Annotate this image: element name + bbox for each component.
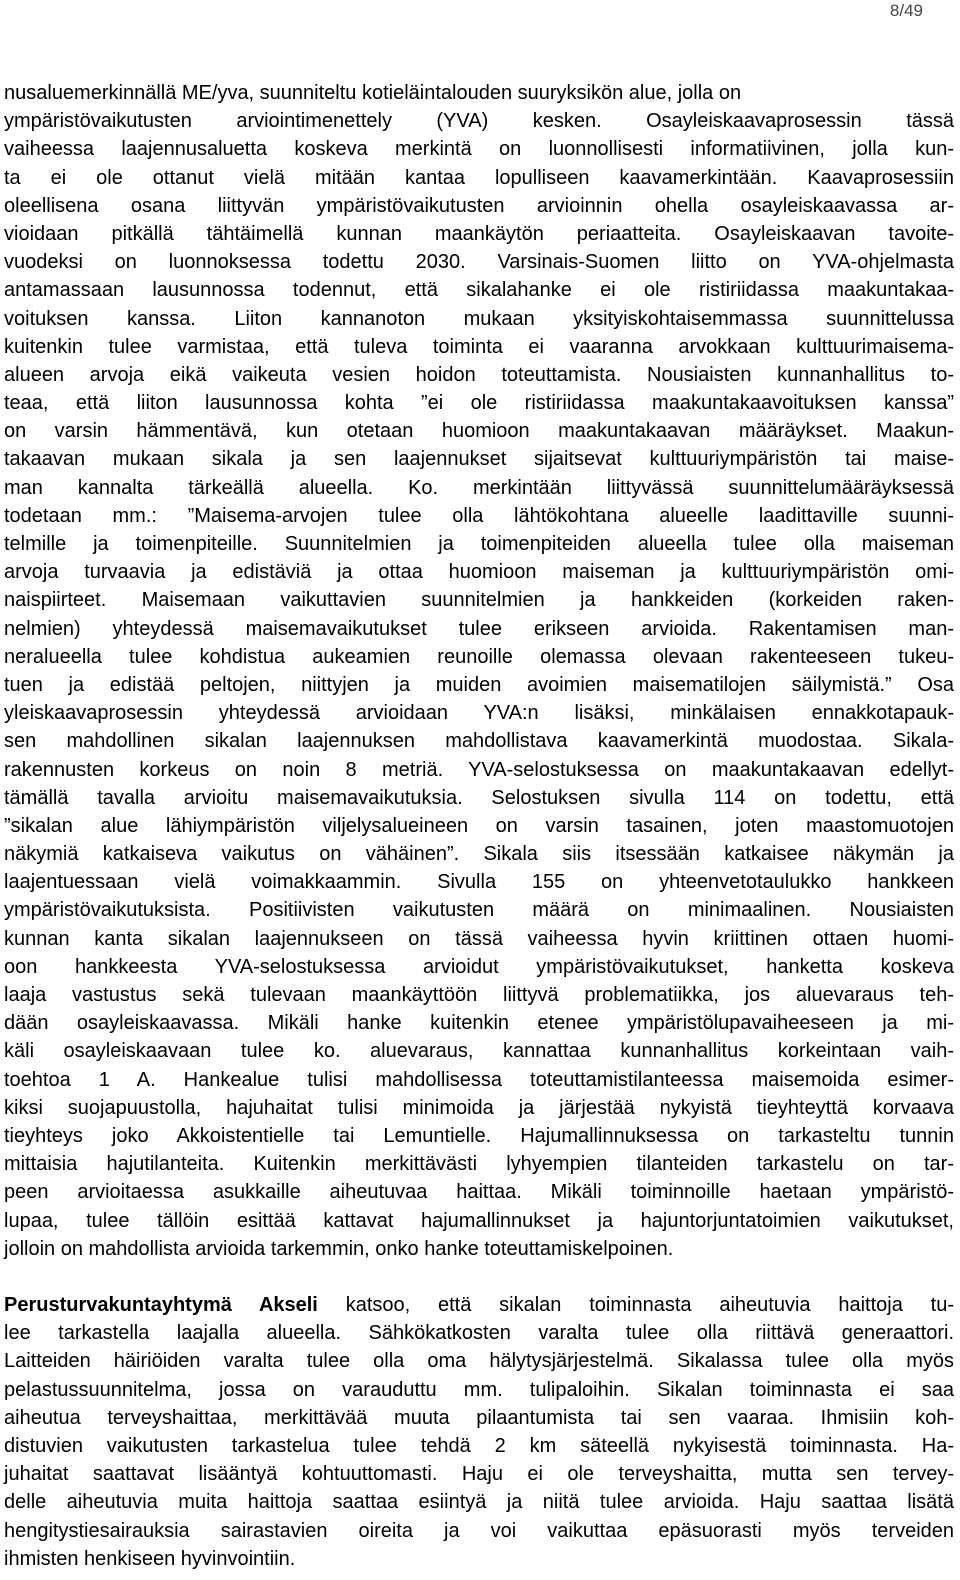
- text-line: sen mahdollinen sikalan laajennuksen mahdollistava kaavamerkintä muodostaa. Sikala-: [4, 730, 954, 753]
- text-line: antamassaan lausunnossa todennut, että sikalahanke ei ole ristiriidassa maakuntakaa-: [4, 279, 954, 302]
- text-line: tuen ja edistää peltojen, niittyjen ja muiden avoimien maisematilojen säilymistä.” Osa: [4, 673, 954, 696]
- paragraph-gap: [4, 1263, 954, 1291]
- text-line: hengitystiesairauksia sairastavien oireita ja voi vaikuttaa epäsuorasti myös terveiden: [4, 1519, 954, 1542]
- page-number: 8/49: [889, 1, 923, 20]
- text-line: vaiheessa laajennusaluetta koskeva merkintä on luonnollisesti informatiivinen, jolla kun-: [4, 138, 954, 161]
- text-line: kiksi suojapuustolla, hajuhaitat tulisi minimoida ja järjestää nykyistä tieyhteyttä korvaava: [4, 1096, 954, 1119]
- text-line: ympäristövaikutusten arviointimenettely (YVA) kesken. Osayleiskaavaprosessin tässä: [4, 110, 954, 133]
- text-line: kuitenkin tulee varmistaa, että tuleva toiminta ei vaaranna arvokkaan kulttuurimaisema-: [4, 335, 954, 358]
- text-line: oleellisena osana liittyvän ympäristövaikutusten arvioinnin ohella osayleiskaavassa ar-: [4, 194, 954, 217]
- text-line: takaavan mukaan sikala ja sen laajennukset sijaitsevat kulttuuriympäristön tai maise-: [4, 448, 954, 471]
- text-line: ihmisten henkiseen hyvinvointiin.: [4, 1547, 296, 1570]
- text-line: alueen arvoja eikä vaikeuta vesien hoidon toteuttamista. Nousiaisten kunnanhallitus to-: [4, 363, 954, 386]
- text-line: nusaluemerkinnällä ME/yva, suunniteltu kotieläintalouden suuryksikön alue, jolla on: [4, 82, 742, 104]
- text-line: arvoja turvaavia ja edistäviä ja ottaa huomioon maiseman ja kulttuuriympäristön omi-: [4, 561, 954, 584]
- bold-lead-text: Perusturvakuntayhtymä Akseli: [4, 1294, 318, 1317]
- text-line: lee tarkastella laajalla alueella. Sähkökatkosten varalta tulee olla riittävä generaattori.: [4, 1322, 954, 1345]
- text-line: telmille ja toimenpiteille. Suunnitelmien ja toimenpiteiden alueella tulee olla maiseman: [4, 533, 954, 555]
- text-line: toehtoa 1 A. Hankealue tulisi mahdollisessa toteuttamistilanteessa maisemoida esimer-: [4, 1068, 954, 1091]
- line-text: katsoo, että sikalan toiminnasta aiheutuvia haittoja tu-: [317, 1294, 954, 1317]
- text-line: ”sikalan alue lähiympäristön viljelysalueineen on varsin tasainen, joten maastomuotojen: [4, 814, 954, 837]
- text-line: tämällä tavalla arvioitu maisemavaikutuksia. Selostuksen sivulla 114 on todettu, että: [4, 786, 954, 809]
- document-body: [4, 79, 954, 1573]
- text-line: tieyhteys joko Akkoistentielle tai Lemuntielle. Hajumallinnuksessa on tarkasteltu tunnin: [4, 1124, 954, 1147]
- text-line: delle aiheutuvia muita haittoja saattaa esiintyä ja niitä tulee arvioida. Haju saattaa lisätä: [4, 1491, 954, 1514]
- text-line: kunnan kanta sikalan laajennukseen on tässä vaiheessa hyvin kriittinen ottaen huomi-: [4, 927, 954, 950]
- text-line: ympäristövaikutuksista. Positiivisten vaikutusten määrä on minimaalinen. Nousiaisten: [4, 899, 954, 922]
- text-line: käli osayleiskaavaan tulee ko. aluevaraus, kannattaa kunnanhallitus korkeintaan vaih-: [4, 1040, 954, 1063]
- text-line: pelastussuunnitelma, jossa on varauduttu mm. tulipaloihin. Sikalan toiminnasta ei saa: [4, 1378, 954, 1401]
- text-line: Laitteiden häiriöiden varalta tulee olla oma hälytysjärjestelmä. Sikalassa tulee olla myös: [4, 1350, 954, 1373]
- text-line: voituksen kanssa. Liiton kannanoton mukaan yksityiskohtaisemmassa suunnittelussa: [4, 307, 954, 330]
- text-line: peen arvioitaessa asukkaille aiheutuvaa haittaa. Mikäli toiminnoille haetaan ympäristö-: [4, 1181, 954, 1204]
- text-line: yleiskaavaprosessin yhteydessä arvioidaan YVA:n lisäksi, minkälaisen ennakkotapauk-: [4, 702, 954, 725]
- text-line: vioidaan pitkällä tähtäimellä kunnan maankäytön periaatteita. Osayleiskaavan tavoite-: [4, 222, 954, 245]
- text-line: [4, 1291, 954, 1319]
- text-line: aiheutua terveyshaittaa, merkittävää muuta pilaantumista tai sen vaaraa. Ihmisiin koh-: [4, 1406, 954, 1429]
- text-line: dään osayleiskaavassa. Mikäli hanke kuitenkin etenee ympäristölupavaiheeseen ja mi-: [4, 1012, 954, 1035]
- text-line: rakennusten korkeus on noin 8 metriä. YVA-selostuksessa on maakuntakaavan edellyt-: [4, 758, 954, 781]
- text-line: oon hankkeesta YVA-selostuksessa arvioidut ympäristövaikutukset, hanketta koskeva: [4, 955, 954, 978]
- text-line: näkymiä katkaiseva vaikutus on vähäinen”. Sikala siis itsessään katkaisee näkymän ja: [4, 843, 954, 866]
- text-line: vuodeksi on luonnoksessa todettu 2030. Varsinais-Suomen liitto on YVA-ohjelmasta: [4, 251, 954, 274]
- text-line: distuvien vaikutusten tarkastelua tulee tehdä 2 km säteellä nykyisestä toiminnasta. Ha-: [4, 1435, 954, 1457]
- text-line: man kannalta tärkeällä alueella. Ko. merkintään liittyvässä suunnittelumääräyksessä: [4, 476, 954, 499]
- text-line: teaa, että liiton lausunnossa kohta ”ei ole ristiriidassa maakuntakaavoituksen kanssa”: [4, 392, 954, 415]
- text-line: nelmien) yhteydessä maisemavaikutukset tulee erikseen arvioida. Rakentamisen man-: [4, 617, 954, 640]
- text-line: lupaa, tulee tällöin esittää kattavat hajumallinnukset ja hajuntorjuntatoimien vaikutukset,: [4, 1209, 954, 1232]
- text-line: on varsin hämmentävä, kun otetaan huomioon maakuntakaavan määräykset. Maakun-: [4, 420, 954, 443]
- text-line: laajentuessaan vielä voimakkaammin. Sivulla 155 on yhteenvetotaulukko hankkeen: [4, 871, 954, 894]
- text-line: ta ei ole ottanut vielä mitään kantaa lopulliseen kaavamerkintään. Kaavaprosessiin: [4, 166, 954, 189]
- text-line: todetaan mm.: ”Maisema-arvojen tulee olla lähtökohtana alueelle laadittaville suunni-: [4, 504, 954, 527]
- text-line: mittaisia hajutilanteita. Kuitenkin merkittävästi lyhyempien tilanteiden tarkastelu on tar-: [4, 1153, 954, 1176]
- text-line: juhaitat saattavat lisääntyä kohtuuttomasti. Haju ei ole terveyshaitta, mutta sen tervey-: [4, 1463, 954, 1486]
- text-line: neralueella tulee kohdistua aukeamien reunoille olemassa olevaan rakenteeseen tukeu-: [4, 645, 954, 668]
- text-line: naispiirteet. Maisemaan vaikuttavien suunnitelmien ja hankkeiden (korkeiden raken-: [4, 589, 954, 612]
- paragraph-akseli-statement: [4, 1291, 954, 1573]
- paragraph-municipality-statement: [4, 79, 954, 1263]
- text-line: laaja vastustus sekä tulevaan maankäyttöön liittyvä problematiikka, jos aluevaraus teh-: [4, 984, 954, 1006]
- text-line: jolloin on mahdollista arvioida tarkemmin, onko hanke toteuttamiskelpoinen.: [4, 1237, 674, 1260]
